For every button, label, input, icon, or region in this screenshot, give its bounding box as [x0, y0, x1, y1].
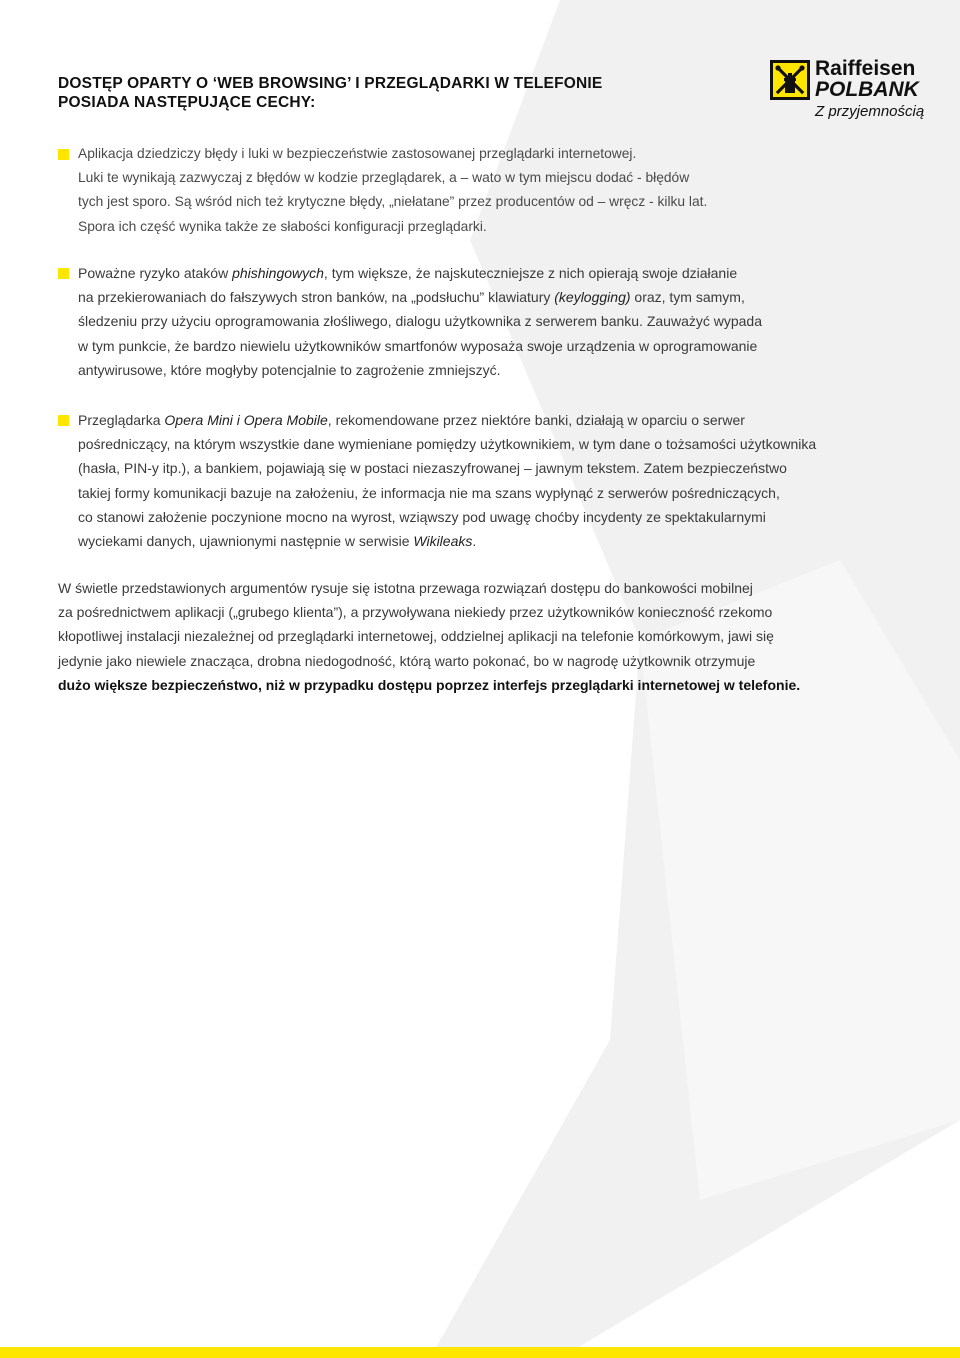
- conclusion-bold-line: dużo większe bezpieczeństwo, niż w przypadku dostępu poprzez interfejs przeglądarki internetowej w telefonie.: [58, 676, 801, 693]
- bullet-marker-2: [58, 268, 69, 279]
- bullet-2-line-4: w tym punkcie, że bardzo niewielu użytkowników smartfonów wyposaża swoje urządzenia w oprogramowanie: [78, 337, 758, 354]
- bullet-3-line-4: takiej formy komunikacji bazuje na założeniu, że informacja nie ma szans wypłynąć z serwerów pośredniczących,: [78, 484, 780, 501]
- conclusion-line-4: jedynie jako niewiele znacząca, drobna niedogodność, którą warto pokonać, bo w nagrodę użytkownik otrzymuje: [58, 652, 756, 669]
- logo-brand-name: Raiffeisen: [815, 57, 916, 80]
- bullet-3-line-5: co stanowi założenie poczynione mocno na wyrost, wziąwszy pod uwagę choćby incydenty ze spektakularnymi: [78, 508, 766, 525]
- raiffeisen-polbank-logo: [770, 58, 930, 124]
- bullet-3-line-6: wyciekami danych, ujawnionymi następnie w serwisie Wikileaks.: [78, 533, 477, 550]
- bullet-paragraph-3: [78, 408, 878, 553]
- bullet-3-line-1: Przeglądarka Opera Mini i Opera Mobile, rekomendowane przez niektóre banki, działają w oparciu o serwer: [78, 412, 745, 428]
- section-heading: [58, 74, 698, 112]
- bullet-marker-3: [58, 415, 69, 426]
- conclusion-line-2: za pośrednictwem aplikacji („grubego klienta”), a przywoływana niekiedy przez użytkowników konieczność rzekomo: [58, 604, 773, 621]
- bullet-marker-1: [58, 149, 69, 160]
- logo-tagline: Z przyjemnością: [815, 103, 925, 120]
- bullet-1-line-3: tych jest sporo. Są wśród nich też krytyczne błędy, „niełatane” przez producentów od – wręcz - kilku lat.: [78, 194, 708, 210]
- heading-line-2: POSIADA NASTĘPUJĄCE CECHY:: [58, 94, 316, 111]
- conclusion-line-3: kłopotliwej instalacji niezależnej od przeglądarki internetowej, oddzielnej aplikacji na telefonie komórkowym, jawi się: [58, 628, 774, 645]
- bullet-1-line-4: Spora ich część wynika także ze słabości konfiguracji przeglądarki.: [78, 218, 487, 234]
- opera-term: Opera Mini i Opera Mobile: [164, 412, 328, 428]
- bullet-paragraph-1: [78, 142, 878, 239]
- footer-yellow-bar: [0, 1347, 960, 1358]
- bullet-3-line-2: pośredniczący, na którym wszystkie dane wymieniane pomiędzy użytkownikiem, w tym dane o tożsamości użytkownika: [78, 436, 817, 453]
- bullet-1-line-1: Aplikacja dziedziczy błędy i luki w bezpieczeństwie zastosowanej przeglądarki internetowej.: [78, 146, 637, 161]
- raiffeisen-gable-cross-icon: [770, 60, 810, 100]
- bullet-2-line-2: na przekierowaniach do fałszywych stron banków, na „podsłuchu” klawiatury (keylogging) oraz, tym samym,: [78, 289, 745, 306]
- heading-line-1: DOSTĘP OPARTY O ‘WEB BROWSING’ I PRZEGLĄDARKI W TELEFONIE: [58, 75, 603, 92]
- conclusion-paragraph: [58, 576, 898, 697]
- bullet-2-line-3: śledzeniu przy użyciu oprogramowania złośliwego, dialogu użytkownika z serwerem banku. Zauważyć wypada: [78, 313, 762, 330]
- wikileaks-term: Wikileaks: [413, 533, 473, 550]
- bullet-2-line-5: antywirusowe, które mogłyby potencjalnie to zagrożenie zmniejszyć.: [78, 361, 501, 378]
- phishing-term: phishingowych: [232, 265, 324, 281]
- bullet-2-line-1: Poważne ryzyko ataków phishingowych, tym większe, że najskuteczniejsze z nich opierają swoje działanie: [78, 265, 738, 281]
- keylogging-term: (keylogging): [554, 289, 631, 306]
- bullet-paragraph-2: [78, 261, 878, 382]
- conclusion-line-1: W świetle przedstawionych argumentów rysuje się istotna przewaga rozwiązań dostępu do bankowości mobilnej: [58, 580, 753, 596]
- bullet-1-line-2: Luki te wynikają zazwyczaj z błędów w kodzie przeglądarek, a – wato w tym miejscu dodać - błędów: [78, 170, 690, 186]
- logo-brand-sub: POLBANK: [815, 78, 919, 101]
- bullet-3-line-3: (hasła, PIN-y itp.), a bankiem, pojawiają się w postaci niezaszyfrowanej – jawnym tekstem. Zatem bezpieczeństwo: [78, 460, 787, 477]
